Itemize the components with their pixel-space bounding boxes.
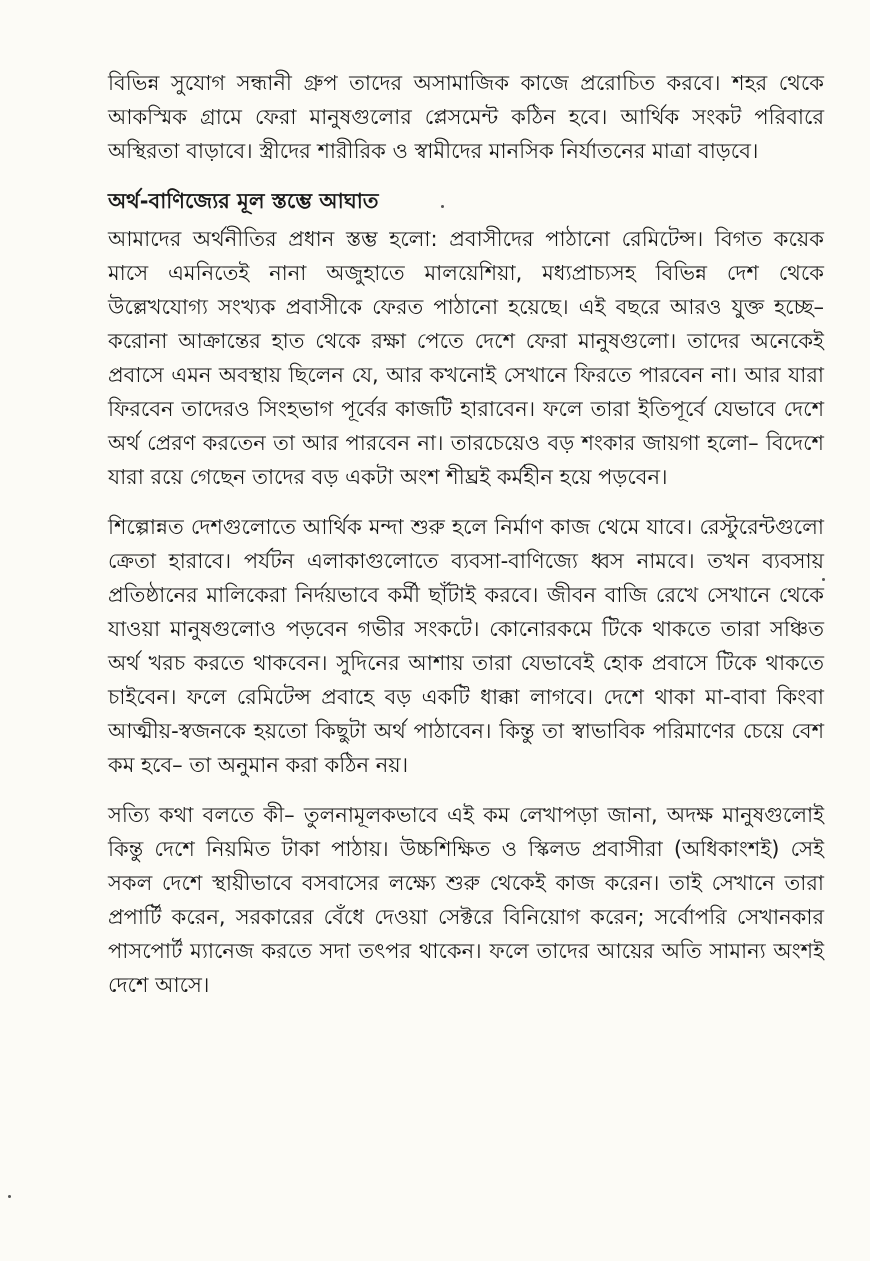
scan-speck: [8, 1195, 11, 1198]
section-heading: অর্থ-বাণিজ্যের মূল স্তম্ভে আঘাত: [108, 189, 379, 213]
document-body: [108, 66, 824, 1018]
paragraph-industrial-recession: শিল্পোন্নত দেশগুলোতে আর্থিক মন্দা শুরু হলে নির্মাণ কাজ থেমে যাবে। রেস্টুরেন্টগুলো ক্রেতা হারাবে। পর্যটন এলাকাগুলোতে ব্যবসা-বাণিজ্যে ধ্বস নামবে। তখন ব্যবসায় প্রতিষ্ঠানের মালিকেরা নির্দয়ভাবে কর্মী ছাঁটাই করবে। জীবন বাজি রেখে সেখানে থেকে যাওয়া মানুষগুলোও পড়বেন গভীর সংকটে। কোনোরকমে টিকে থাকতে তারা সঞ্চিত অর্থ খরচ করতে থাকবেন। সুদিনের আশায় তারা যেভাবেই হোক প্রবাসে টিকে থাকতে চাইবেন। ফলে রেমিটেন্স প্রবাহে বড় একটি ধাক্কা লাগবে। দেশে থাকা মা-বাবা কিংবা আত্মীয়-স্বজনকে হয়তো কিছুটা অর্থ পাঠাবেন। কিন্তু তা স্বাভাবিক পরিমাণের চেয়ে বেশ কম হবে– তা অনুমান করা কঠিন নয়।: [108, 515, 824, 777]
paragraph-remittance: আমাদের অর্থনীতির প্রধান স্তম্ভ হলো: প্রবাসীদের পাঠানো রেমিটেন্স। বিগত কয়েক মাসে এমনিতেই নানা অজুহাতে মালয়েশিয়া, মধ্যপ্রাচ্যসহ বিভিন্ন দেশ থেকে উল্লেখযোগ্য সংখ্যক প্রবাসীকে ফেরত পাঠানো হয়েছে। এই বছরে আরও যুক্ত হচ্ছে– করোনা আক্রান্তের হাত থেকে রক্ষা পেতে দেশে ফেরা মানুষগুলো। তাদের অনেকেই প্রবাসে এমন অবস্থায় ছিলেন যে, আর কখনোই সেখানে ফিরতে পারবেন না। আর যারা ফিরবেন তাদেরও সিংহভাগ পূর্বের কাজটি হারাবেন। ফলে তারা ইতিপূর্বে যেভাবে দেশে অর্থ প্রেরণ করতেন তা আর পারবেন না। তারচেয়েও বড় শংকার জায়গা হলো– বিদেশে যারা রয়ে গেছেন তাদের বড় একটা অংশ শীঘ্রই কর্মহীন হয়ে পড়বেন।: [108, 227, 824, 489]
scan-speck: [822, 578, 825, 581]
paragraph-opening: বিভিন্ন সুযোগ সন্ধানী গ্রুপ তাদের অসামাজিক কাজে প্ররোচিত করবে। শহর থেকে আকস্মিক গ্রামে ফেরা মানুষগুলোর প্লেসমেন্ট কঠিন হবে। আর্থিক সংকট পরিবারে অস্থিরতা বাড়াবে। স্ত্রীদের শারীরিক ও স্বামীদের মানসিক নির্যাতনের মাত্রা বাড়বে।: [108, 71, 824, 163]
paragraph-skilled-expats: সত্যি কথা বলতে কী– তুলনামূলকভাবে এই কম লেখাপড়া জানা, অদক্ষ মানুষগুলোই কিন্তু দেশে নিয়মিত টাকা পাঠায়। উচ্চশিক্ষিত ও স্কিলড প্রবাসীরা (অধিকাংশই) সেই সকল দেশে স্থায়ীভাবে বসবাসের লক্ষ্যে শুরু থেকেই কাজ করেন। তাই সেখানে তারা প্রপার্টি করেন, সরকারের বেঁধে দেওয়া সেক্টরে বিনিয়োগ করেন; সর্বোপরি সেখানকার পাসপোর্ট ম্যানেজ করতে সদা তৎপর থাকেন। ফলে তাদের আয়ের অতি সামান্য অংশই দেশে আসে।: [108, 803, 824, 997]
scan-speck: [441, 205, 444, 208]
